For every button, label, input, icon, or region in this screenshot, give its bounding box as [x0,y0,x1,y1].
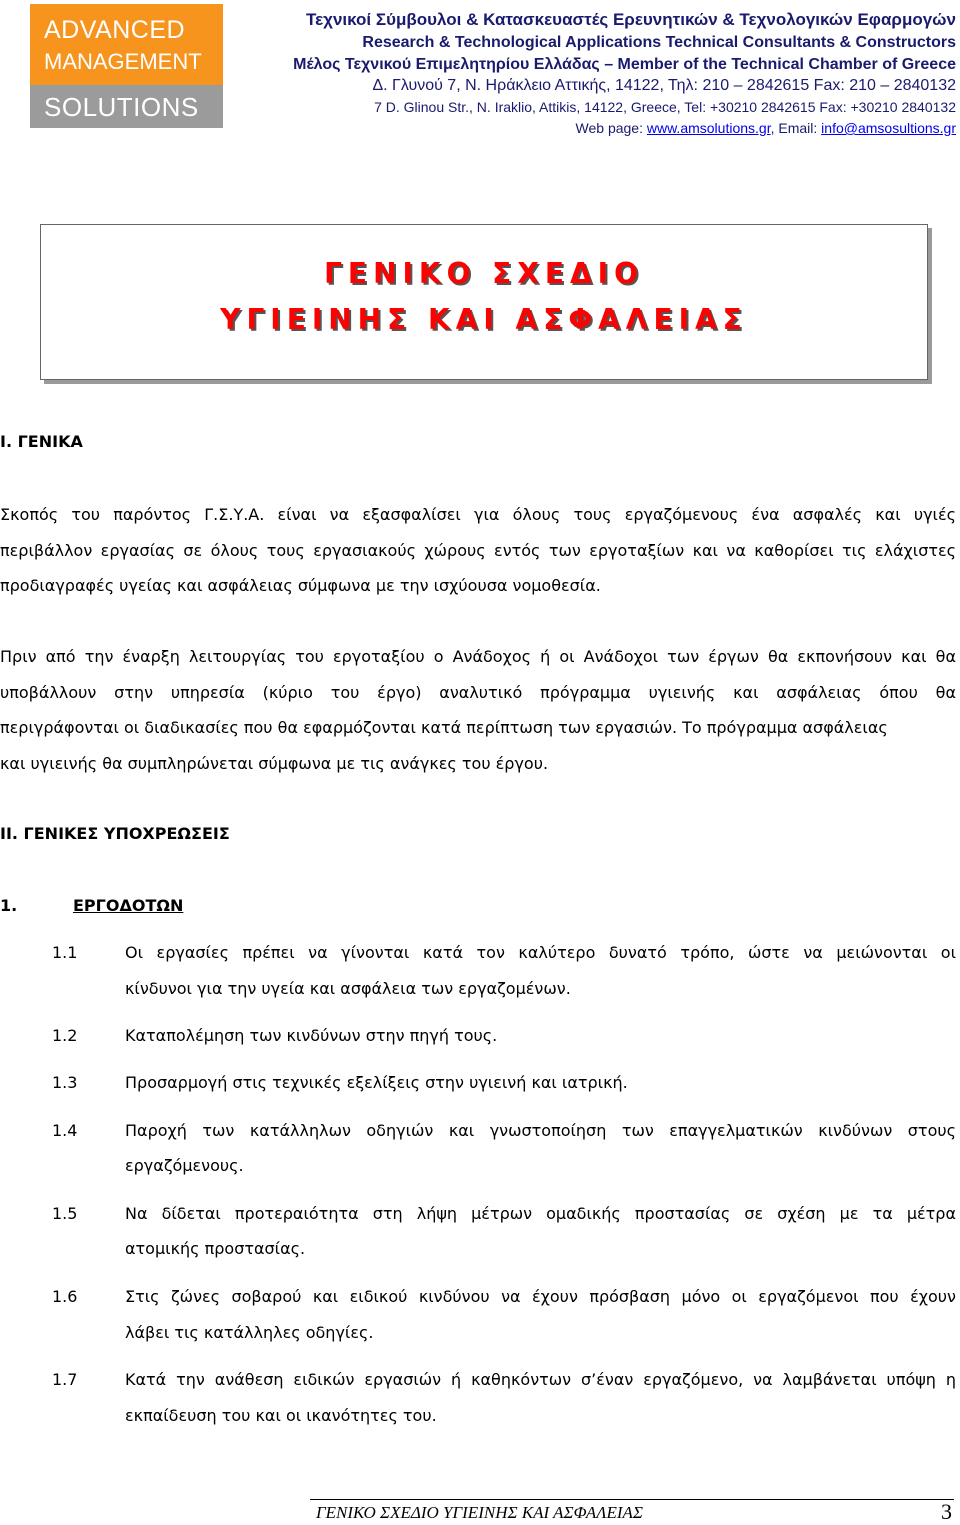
document-title-box [40,224,928,380]
item-number: 1.2 [52,1026,78,1045]
document-title-line1: ΓΕΝΙΚΟ ΣΧΕΔΙΟ [324,257,644,290]
paragraph-program-line: Πριν από την έναρξη λειτουργίας του εργοταξίου ο Ανάδοχος ή οι Ανάδοχοι των έργων θα εκπονήσουν και θα [0,647,956,666]
email-link[interactable]: info@amsosultions.gr [821,120,956,136]
website-link[interactable]: www.amsolutions.gr [646,120,771,136]
page-number: 3 [941,1499,952,1524]
item-text: ατομικής προστασίας. [125,1239,306,1258]
subsection-number: 1. [0,896,18,915]
item-number: 1.1 [52,943,78,962]
item-number: 1.3 [52,1073,78,1092]
item-text: κίνδυνοι για την υγεία και ασφάλεια των εργαζομένων. [125,979,571,998]
item-text: εργαζόμενους. [125,1156,244,1175]
item-text: λάβει τις κατάλληλες οδηγίες. [125,1323,374,1342]
paragraph-purpose-line: Σκοπός του παρόντος Γ.Σ.Υ.Α. είναι να εξασφαλίσει για όλους τους εργαζόμενους ένα ασφαλές και υγιές [0,505,956,524]
item-text: Οι εργασίες πρέπει να γίνονται κατά τον καλύτερο δυνατό τρόπο, ώστε να μειώνονται οι [125,943,956,962]
paragraph-program-line: υποβάλλουν στην υπηρεσία (κύριο του έργο) αναλυτικό πρόγραμμα υγιεινής και ασφάλειας όπου θα [0,683,956,702]
logo-line-solutions: SOLUTIONS [44,92,199,122]
paragraph-purpose-line: προδιαγραφές υγείας και ασφάλειας σύμφωνα με την ισχύουσα νομοθεσία. [0,576,601,595]
section-heading-general: Ι. ΓΕΝΙΚΑ [0,432,83,451]
footer-rule [310,1499,954,1500]
section-heading-obligations: ΙΙ. ΓΕΝΙΚΕΣ ΥΠΟΧΡΕΩΣΕΙΣ [0,824,230,843]
item-number: 1.4 [52,1121,78,1140]
item-number: 1.7 [52,1370,78,1389]
item-number: 1.6 [52,1287,78,1306]
item-text: εκπαίδευση του και οι ικανότητες του. [125,1406,437,1425]
logo-line-management: MANAGEMENT [44,49,202,74]
header-chamber-membership: Μέλος Τεχνικού Επιμελητηρίου Ελλάδας – Member of the Technical Chamber of Greece [293,56,956,73]
footer-title: ΓΕΝΙΚΟ ΣΧΕΔΙΟ ΥΓΙΕΙΝΗΣ ΚΑΙ ΑΣΦΑΛΕΙΑΣ [316,1503,644,1522]
item-text: Προσαρμογή στις τεχνικές εξελίξεις στην υγιεινή και ιατρική. [125,1073,628,1092]
subsection-title-employers: ΕΡΓΟΔΟΤΩΝ [73,896,184,915]
page-footer [0,1499,960,1523]
email-label: , Email: [770,120,822,136]
paragraph-program-line: και υγιεινής θα συμπληρώνεται σύμφωνα με τις ανάγκες του έργου. [0,754,549,773]
company-logo [30,4,223,128]
item-text: Παροχή των κατάλληλων οδηγιών και γνωστοποίηση των επαγγελματικών κινδύνων στους [125,1121,956,1140]
item-text: Κατά την ανάθεση ειδικών εργασιών ή καθηκόντων σ’έναν εργαζόμενο, να λαμβάνεται υπόψη η [125,1370,956,1389]
paragraph-purpose-line: περιβάλλον εργασίας σε όλους τους εργασιακούς χώρους εντός των εργοταξίων και να καθορίσει τις ελάχιστες [0,541,956,560]
item-text: Στις ζώνες σοβαρού και ειδικού κινδύνου να έχουν πρόσβαση μόνο οι εργαζόμενοι που έχουν [125,1287,956,1306]
header-greek-title: Τεχνικοί Σύμβουλοι & Κατασκευαστές Ερευνητικών & Τεχνολογικών Εφαρμογών [305,10,956,29]
item-text: Να δίδεται προτεραιότητα στη λήψη μέτρων ομαδικής προστασίας σε σχέση με τα μέτρα [125,1204,956,1223]
header-greek-address: Δ. Γλυνού 7, Ν. Ηράκλειο Αττικής, 14122, Τηλ: 210 – 2842615 Fax: 210 – 2840132 [372,77,956,94]
document-title-line2: ΥΓΙΕΙΝΗΣ ΚΑΙ ΑΣΦΑΛΕΙΑΣ [220,303,748,336]
paragraph-program-line: περιγράφονται οι διαδικασίες που θα εφαρμόζονται κατά περίπτωση των εργασιών. Το πρόγραμμα ασφάλειας [0,718,888,737]
header-english-title: Research & Technological Applications Technical Consultants & Constructors [362,34,956,51]
web-label: Web page: [575,120,647,136]
header-contact-line [576,120,956,136]
item-number: 1.5 [52,1204,78,1223]
header-english-address: 7 D. Glinou Str., N. Iraklio, Attikis, 14122, Greece, Tel: +30210 2842615 Fax: +30210 2840132 [374,99,956,115]
item-text: Καταπολέμηση των κινδύνων στην πηγή τους. [125,1026,498,1045]
logo-line-advanced: ADVANCED [44,16,186,44]
